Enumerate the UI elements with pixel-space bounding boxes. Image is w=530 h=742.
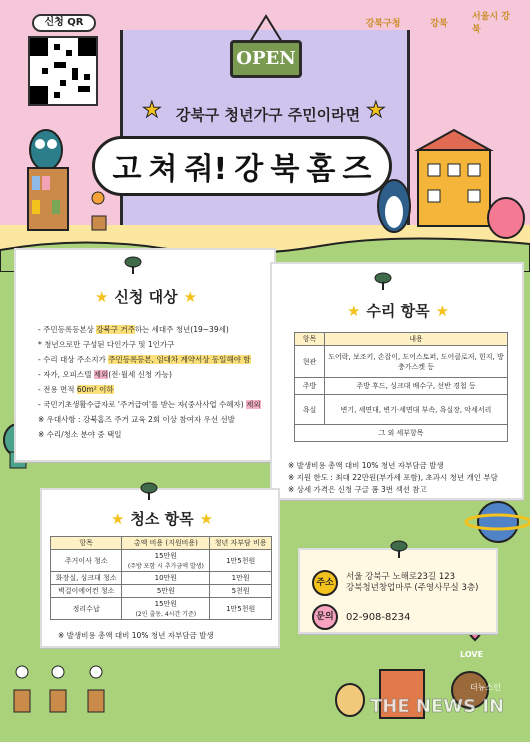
- note-line: ※ 지원 한도 : 최대 22만원(부가세 포함), 초과시 청년 개인 부담: [288, 473, 498, 482]
- cleaning-note: ※ 발생비용 총액 대비 10% 청년 자부담금 발생: [58, 631, 214, 640]
- address-tag: 주소: [312, 570, 338, 596]
- table-header: 청년 자부담 비용: [210, 537, 272, 550]
- table-cell: 주거이사 청소: [51, 550, 122, 572]
- list-item: - 수리 대상 주소지가 주민등록등본, 임대차 계약서상 동일해야 함: [38, 355, 251, 364]
- list-item: - 국민기초생활수급자로 '주거급여'를 받는 자(중사사업 수혜자) 제외: [38, 400, 261, 409]
- table-row: [51, 598, 272, 620]
- star-icon: ★: [183, 288, 198, 306]
- apply-title: [56, 286, 236, 307]
- cleaning-title: [72, 508, 252, 529]
- table-cell: 1만원: [210, 572, 272, 585]
- watermark: THE NEWS IN: [370, 696, 505, 717]
- address-line: 강북청년창업마루 (주영사무실 3층): [346, 583, 479, 593]
- repair-notes: [288, 460, 498, 496]
- table-row: [295, 378, 508, 395]
- star-icon: ★: [435, 302, 450, 320]
- table-cell: 정리수납: [51, 598, 122, 620]
- cleaning-card: [40, 488, 280, 648]
- repair-title-text: 수리 항목: [366, 302, 430, 320]
- table-cell: 변기, 세면대, 변기·세면대 부속, 욕실장, 악세서리: [325, 395, 508, 425]
- title-char: 즈: [342, 152, 372, 187]
- table-cell: 도어락, 보조키, 손잡이, 도어스토퍼, 도어클로저, 힌지, 방충가스켓 등: [325, 346, 508, 378]
- qr-section: [28, 14, 100, 110]
- title-char: 강: [234, 152, 264, 187]
- poster-title: [92, 136, 392, 196]
- header-logos: [360, 10, 518, 34]
- address-line: 서울 강북구 노해로23길 123: [346, 572, 456, 582]
- table-cell: 5만원: [122, 585, 210, 598]
- repair-card: [270, 262, 524, 500]
- table-cell: 5천원: [210, 585, 272, 598]
- note-line: ※ 발생비용 총액 대비 10% 청년 자부담금 발생: [288, 461, 444, 470]
- note-line: ※ 상세 가격은 신청 구글 폼 3번 섹션 참고: [288, 485, 427, 494]
- star-icon: ★: [346, 302, 361, 320]
- table-row: [295, 425, 508, 442]
- title-char: 홈: [306, 152, 336, 187]
- qr-code-image[interactable]: [28, 36, 98, 106]
- logo-2: 강북: [430, 18, 448, 29]
- list-item: ※ 우대사항 : 강북홈즈 주거 교육 2회 이상 참여자 우선 선발: [38, 415, 235, 424]
- table-row: [295, 395, 508, 425]
- cleaning-table: [50, 536, 272, 620]
- address-row: [312, 570, 478, 596]
- phone-number[interactable]: 02-908-8234: [346, 611, 411, 623]
- table-header: 항목: [51, 537, 122, 550]
- title-char: 줘!: [184, 152, 228, 187]
- table-cell: 주방 후드, 싱크대 배수구, 선반 경첩 등: [325, 378, 508, 395]
- watermark-small: 더뉴스인: [470, 683, 501, 692]
- star-icon: ★: [366, 98, 386, 123]
- apply-card: [14, 248, 276, 462]
- list-item: - 전용 면적 60m² 이하: [38, 385, 114, 394]
- star-icon: ★: [142, 98, 162, 123]
- table-cell: 10만원: [122, 572, 210, 585]
- phone-tag: 문의: [312, 604, 338, 630]
- table-cell: 15만원 (주방 포함 시 추가금액 발생): [122, 550, 210, 572]
- table-cell: 주방: [295, 378, 325, 395]
- star-icon: ★: [110, 510, 125, 528]
- star-icon: ★: [94, 288, 109, 306]
- pin-icon: [124, 256, 142, 274]
- table-row: [51, 585, 272, 598]
- pin-icon: [374, 272, 392, 290]
- logo-1: 강북구청: [365, 18, 401, 29]
- apply-title-text: 신청 대상: [114, 288, 178, 306]
- apply-list: [38, 322, 274, 442]
- star-icon: ★: [199, 510, 214, 528]
- table-cell: 현관: [295, 346, 325, 378]
- phone-row: [312, 604, 410, 630]
- list-item: ※ 수리/청소 분야 중 택일: [38, 430, 122, 439]
- table-cell: 화장실, 싱크대 청소: [51, 572, 122, 585]
- repair-title: [308, 300, 488, 321]
- love-label: LOVE: [460, 650, 484, 659]
- table-cell: 1만5천원: [210, 598, 272, 620]
- title-char: 쳐: [148, 152, 178, 187]
- table-header: 항목: [295, 333, 325, 346]
- table-row: [295, 346, 508, 378]
- table-cell: 1만5천원: [210, 550, 272, 572]
- table-cell: 벽걸이에어컨 청소: [51, 585, 122, 598]
- contact-card: [298, 548, 498, 634]
- pin-icon: [390, 540, 408, 558]
- table-header: 총액 비용 (지원비용): [122, 537, 210, 550]
- table-cell: 그 외 세부항목: [295, 425, 508, 442]
- table-cell: 욕실: [295, 395, 325, 425]
- poster-subtitle: 강북구 청년가구 주민이라면: [175, 106, 361, 124]
- title-char: 고: [112, 152, 142, 187]
- repair-table: [294, 332, 508, 442]
- table-row: [51, 572, 272, 585]
- list-item: - 주민등록등본상 강북구 거주하는 세대주 청년(19~39세): [38, 325, 229, 334]
- pin-icon: [140, 482, 158, 500]
- list-item: - 자가, 오피스텔 제외(전·월세 신청 가능): [38, 370, 172, 379]
- table-row: [51, 550, 272, 572]
- cleaning-title-text: 청소 항목: [130, 510, 194, 528]
- logo-3: 서울시 강북: [472, 12, 510, 35]
- title-char: 북: [270, 152, 300, 187]
- list-item: * 청년으로만 구성된 다인가구 및 1인가구: [38, 340, 175, 349]
- table-cell: 15만원 (2인 출동, 4시간 기준): [122, 598, 210, 620]
- table-header: 내용: [325, 333, 508, 346]
- sign-string: [246, 14, 286, 42]
- qr-label: 신청 QR: [32, 14, 96, 32]
- open-sign: OPEN: [230, 40, 302, 78]
- qr-pattern: [30, 38, 96, 104]
- address-text: [346, 572, 478, 594]
